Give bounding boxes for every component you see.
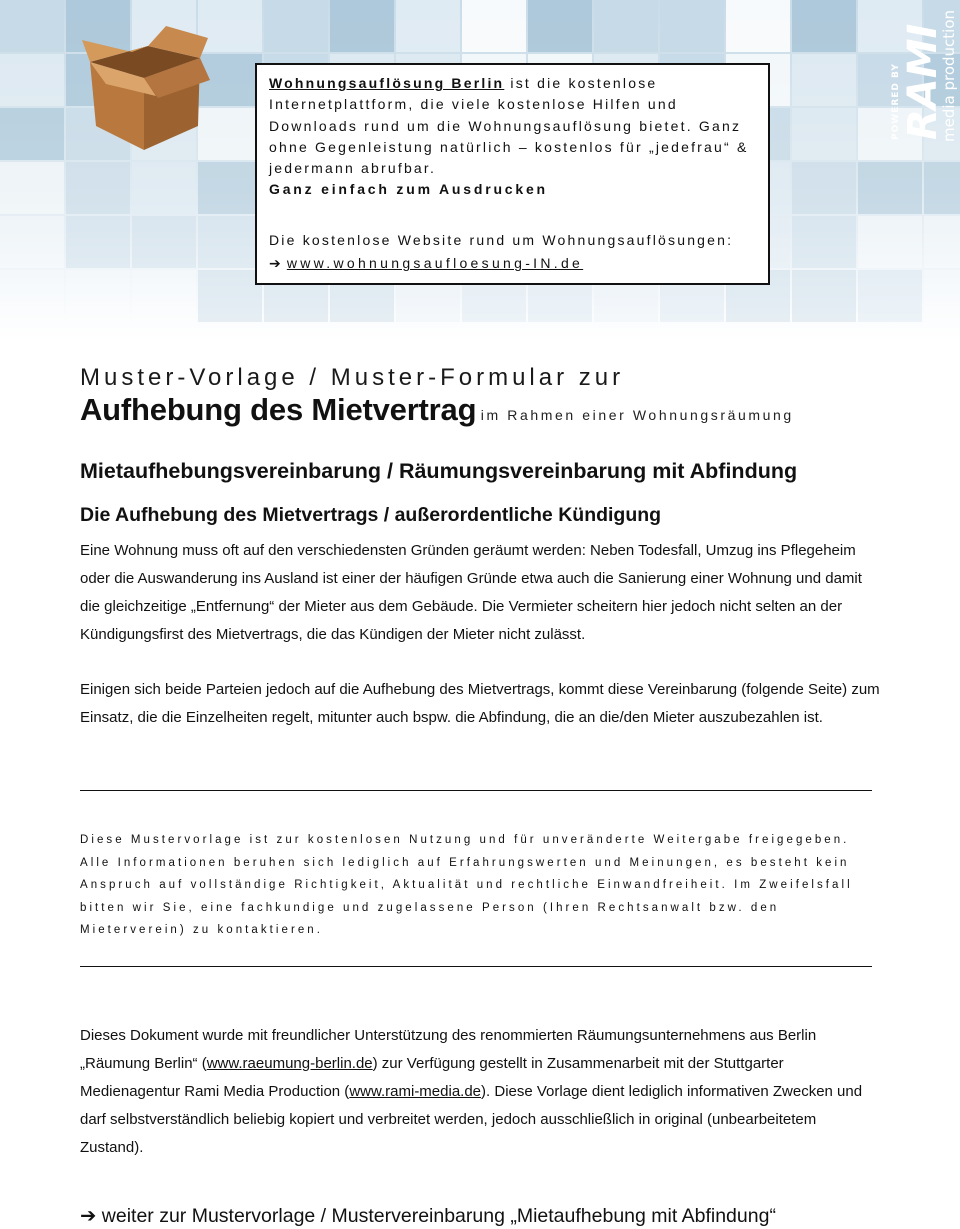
arrow-right-icon: ➔	[269, 256, 281, 273]
mosaic-tile	[594, 0, 658, 52]
mosaic-tile	[792, 270, 856, 322]
mosaic-tile	[198, 216, 262, 268]
mosaic-tile	[0, 270, 64, 322]
mosaic-tile	[528, 0, 592, 52]
mosaic-tile	[66, 270, 130, 322]
mosaic-tile	[198, 270, 262, 322]
mosaic-tile	[396, 0, 460, 52]
mosaic-tile	[132, 216, 196, 268]
next-template-label[interactable]: weiter zur Mustervorlage / Mustervereinbarung „Mietaufhebung mit Abfindung“	[101, 1205, 776, 1227]
mosaic-tile	[792, 162, 856, 214]
cardboard-box-icon	[82, 22, 212, 154]
divider-bottom	[80, 966, 872, 967]
mosaic-tile	[792, 216, 856, 268]
credits-text-3: ). Diese Vorlage dient lediglich informativen Zwecken und darf selbstverständlich beliebig kopiert und verbreitet werden, jedoch ausschließlich in original (unbearbeitetem Zustand).	[80, 1083, 863, 1156]
mosaic-tile	[660, 0, 724, 52]
logo-powered-by: POWERED BY	[891, 63, 901, 140]
document-title-line2	[80, 392, 794, 428]
mosaic-tile	[726, 0, 790, 52]
mosaic-tile	[924, 270, 960, 322]
print-note: Ganz einfach zum Ausdrucken	[269, 181, 548, 198]
website-line	[269, 253, 756, 275]
mosaic-tile	[858, 270, 922, 322]
mosaic-tile	[0, 54, 64, 106]
mosaic-tile	[0, 108, 64, 160]
disclaimer-text: Diese Mustervorlage ist zur kostenlosen Nutzung und für unveränderte Weitergabe freigegeben. Alle Informationen beruhen sich lediglich auf Erfahrungswerten und Meinungen, es besteht kein Anspruch auf vollständige Richtigkeit, Aktualität und rechtliche Einwandfreiheit. Im Zweifelsfall bitten wir Sie, eine fachkundige und zugelassene Person (Ihren Rechtsanwalt bzw. den Mieterverein) zu kontaktieren.	[80, 834, 853, 936]
document-title-sub: im Rahmen einer Wohnungsräumung	[480, 407, 794, 423]
mosaic-tile	[858, 216, 922, 268]
website-link[interactable]: www.wohnungsaufloesung-IN.de	[286, 255, 584, 272]
mosaic-tile	[792, 108, 856, 160]
paragraph-intro: Eine Wohnung muss oft auf den verschiedensten Gründen geräumt werden: Neben Todesfall, Umzug ins Pflegeheim oder die Auswanderung ins Ausland ist einer der häufigen Gründe etwa auch die Sanierung einer Wohnung und damit die gleichzeitige „Entfernung“ der Mieter aus dem Gebäude. Die Vermieter scheitern hier jedoch nicht selten an der Kündigungsfirst des Mietvertrags, die das Kündigen der Mieter nicht zulässt.	[80, 542, 862, 643]
logo-brand: RAMI	[900, 23, 946, 140]
mosaic-tile	[198, 162, 262, 214]
mosaic-tile	[792, 54, 856, 106]
credits-text-1: Dieses Dokument wurde mit freundlicher Unterstützung des renommierten Räumungsunternehmens aus Berlin „Räumung Berlin“ (	[80, 1027, 817, 1072]
arrow-right-icon: ➔	[80, 1204, 97, 1227]
divider-top	[80, 790, 872, 791]
mosaic-tile	[0, 0, 64, 52]
mosaic-tile	[132, 270, 196, 322]
raeumung-berlin-link[interactable]: www.raeumung-berlin.de	[206, 1055, 373, 1072]
mosaic-tile	[264, 0, 328, 52]
mosaic-tile	[924, 216, 960, 268]
mosaic-tile	[0, 162, 64, 214]
paragraph-agreement: Einigen sich beide Parteien jedoch auf die Aufhebung des Mietvertrags, kommt diese Vereinbarung (folgende Seite) zum Einsatz, die die Einzelheiten regelt, mitunter auch bspw. die Abfindung, die an die/den Mieter auszubezahlen ist.	[80, 681, 880, 726]
info-box	[255, 63, 770, 285]
mosaic-tile	[924, 162, 960, 214]
mosaic-tile	[66, 216, 130, 268]
next-template-link[interactable]	[80, 1204, 776, 1228]
brand-name-link[interactable]: Wohnungsauflösung Berlin	[269, 75, 505, 91]
document-title-line1: Muster-Vorlage / Muster-Formular zur	[80, 364, 625, 391]
section-heading: Die Aufhebung des Mietvertrags / außerordentliche Kündigung	[80, 504, 662, 526]
paragraph-credits	[80, 1022, 880, 1162]
info-intro-text: ist die kostenlose Internetplattform, die viele kostenlose Hilfen und Downloads rund um die Wohnungsauflösung bietet. Ganz ohne Gegenleistung natürlich – kostenlos für „jedefrau“ & jedermann abrufbar.	[269, 75, 749, 177]
mosaic-tile	[858, 162, 922, 214]
mosaic-tile	[132, 162, 196, 214]
mosaic-tile	[0, 216, 64, 268]
mosaic-tile	[792, 0, 856, 52]
info-intro	[269, 73, 756, 179]
mosaic-tile	[462, 0, 526, 52]
mosaic-tile	[330, 0, 394, 52]
rami-media-logo	[878, 0, 960, 150]
mosaic-tile	[66, 162, 130, 214]
logo-subtitle: media production	[940, 9, 958, 142]
website-intro: Die kostenlose Website rund um Wohnungsauflösungen:	[269, 231, 734, 248]
subtitle: Mietaufhebungsvereinbarung / Räumungsvereinbarung mit Abfindung	[80, 459, 798, 483]
rami-media-link[interactable]: www.rami-media.de	[349, 1083, 482, 1100]
credits-text-2: ) zur Verfügung gestellt in Zusammenarbeit mit der Stuttgarter Medienagentur Rami Media Production (	[80, 1055, 784, 1100]
document-title-main: Aufhebung des Mietvertrag	[80, 392, 477, 427]
